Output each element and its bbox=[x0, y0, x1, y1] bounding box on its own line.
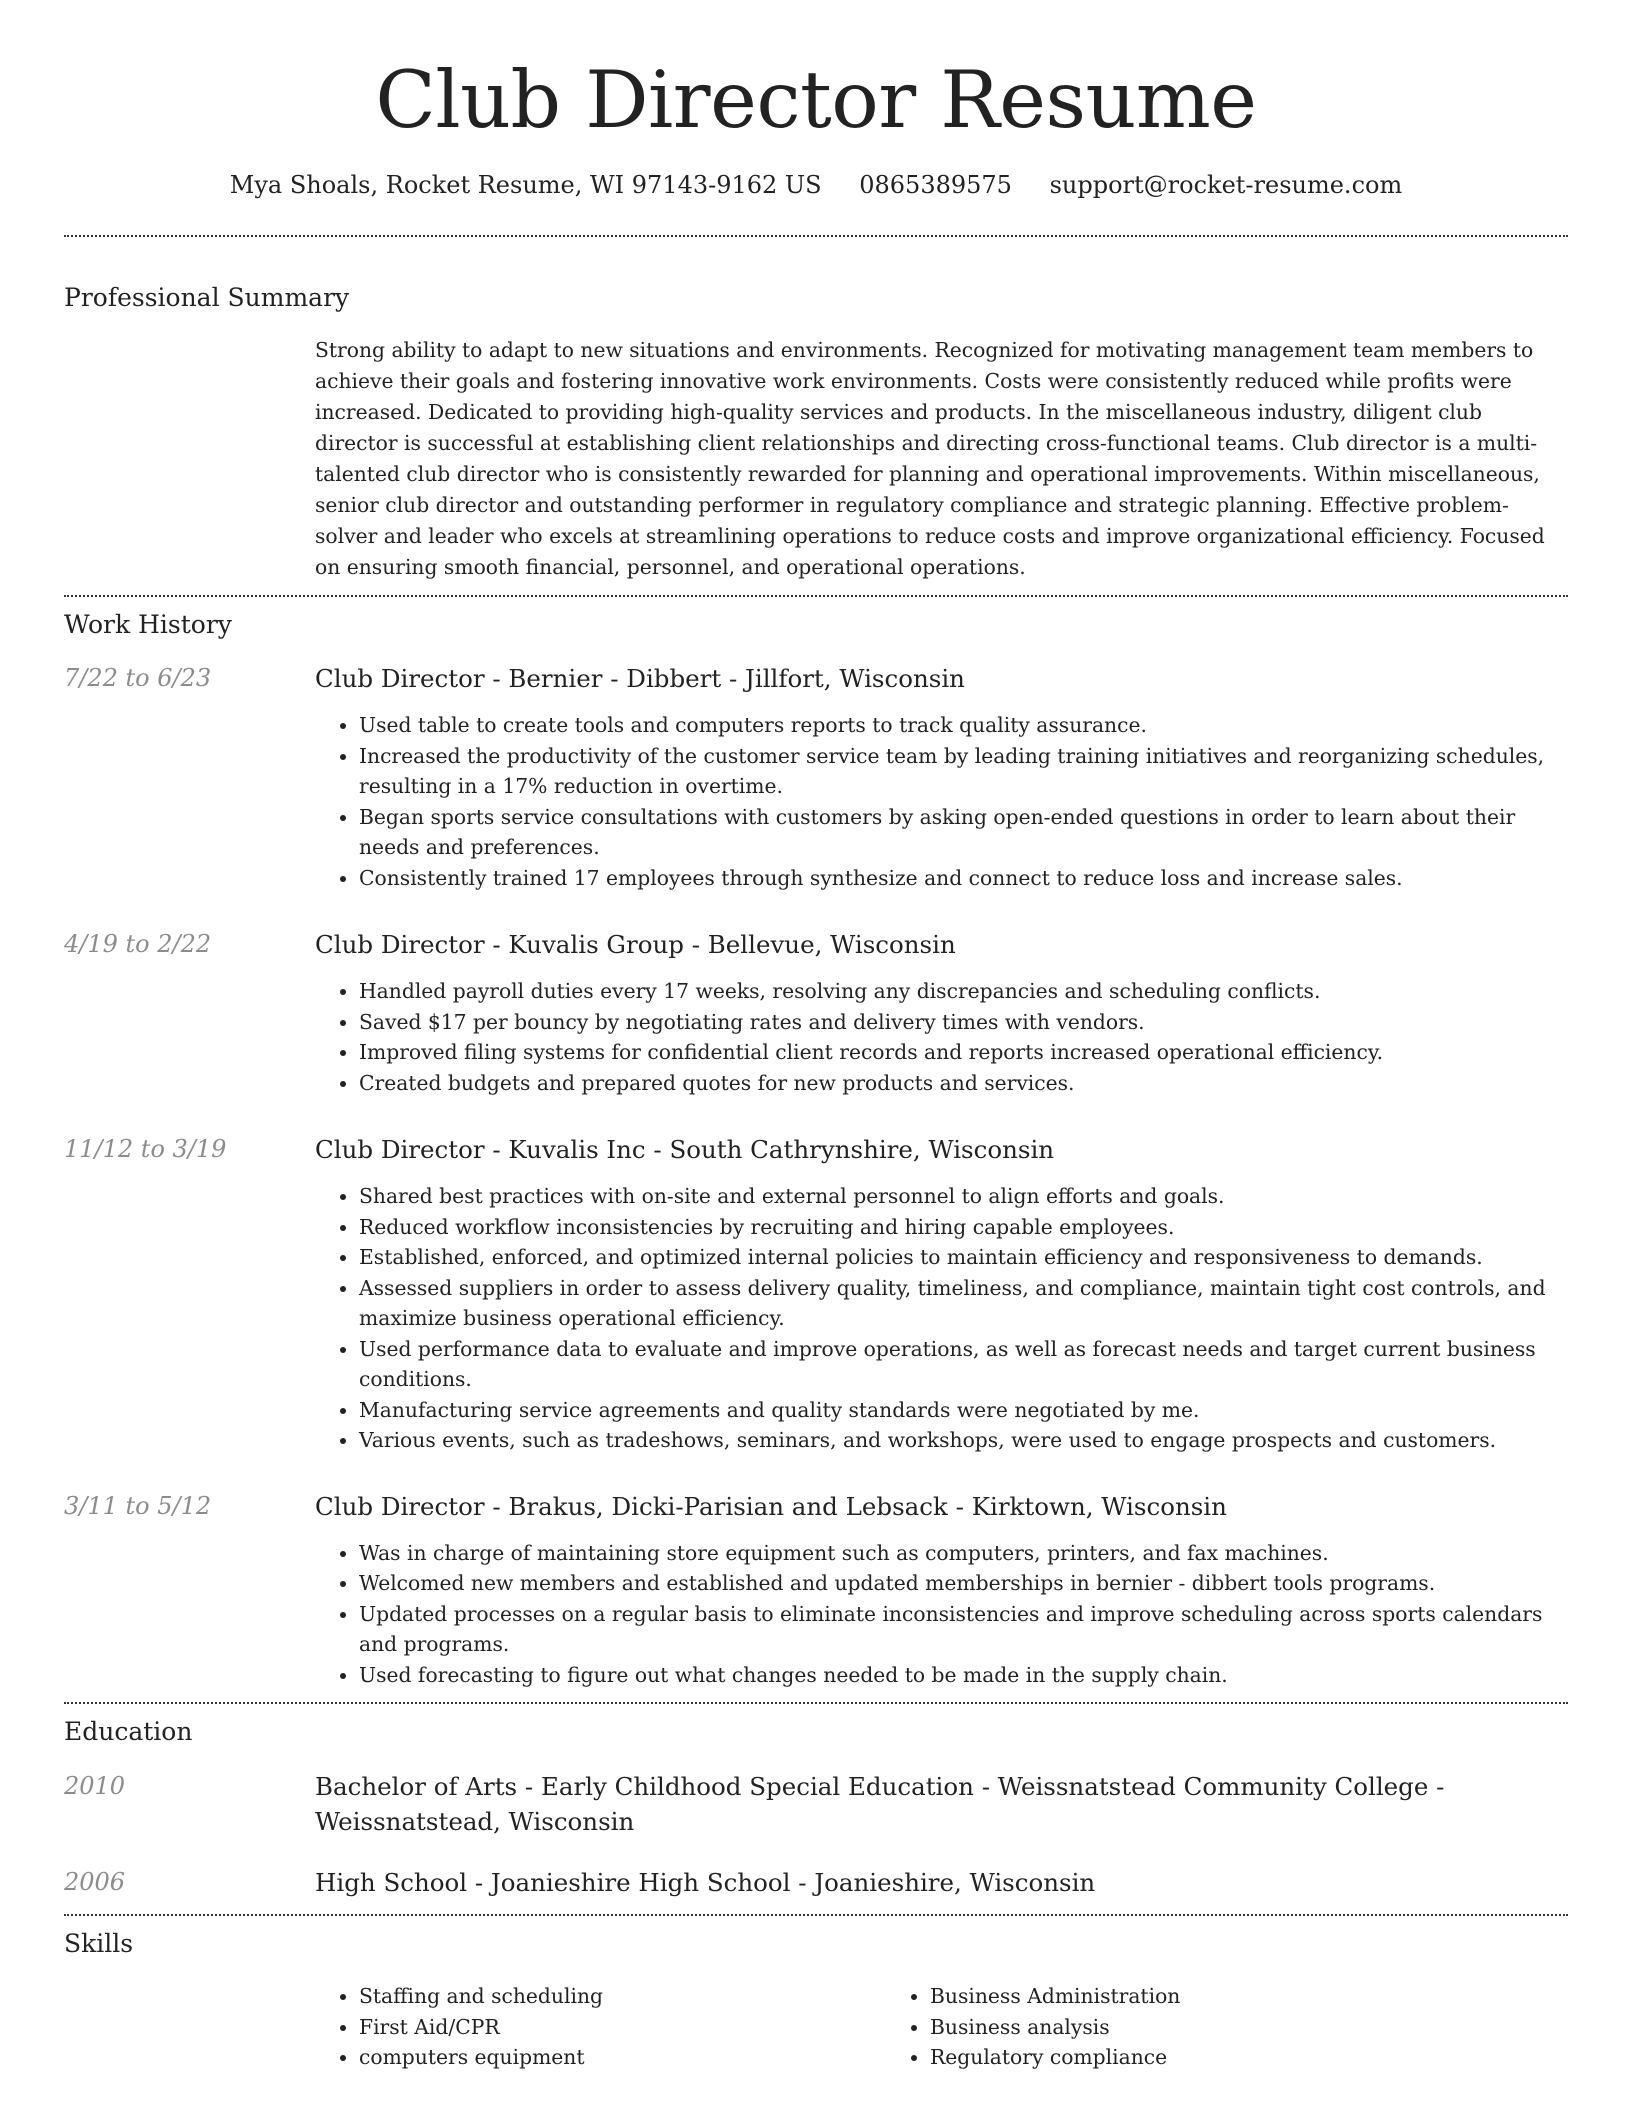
work-entry-dates: 7/22 to 6/23 bbox=[64, 664, 212, 692]
skills-list bbox=[315, 1981, 1568, 2073]
education-year: 2006 bbox=[64, 1868, 126, 1896]
work-entry-bullets bbox=[315, 976, 1568, 1098]
bullet-item: • Used forecasting to figure out what changes needed to be made in the supply chain. bbox=[359, 1660, 1568, 1691]
work-entry-content bbox=[315, 1132, 1568, 1456]
summary-text: Strong ability to adapt to new situations and environments. Recognized for motivating management team members to achieve their goals and fostering innovative work environments. Costs were consistently reduced while profits were increased. Dedicated to providing high-quality services and products. In the miscellaneous industry, diligent club director is successful at establishing client relationships and directing cross-functional teams. Club director is a multi-talented club director who is consistently rewarded for planning and operational improvements. Within miscellaneous, senior club director and outstanding performer in regulatory compliance and strategic planning. Effective problem-solver and leader who excels at streamlining operations to reduce costs and improve organizational efficiency. Focused on ensuring smooth financial, personnel, and operational operations. bbox=[315, 338, 1545, 579]
bullet-item: • Began sports service consultations with customers by asking open-ended questions in order to learn about their needs and preferences. bbox=[359, 802, 1568, 863]
work-entry bbox=[64, 661, 1568, 893]
work-entry bbox=[64, 1132, 1568, 1456]
education-content bbox=[315, 1865, 1568, 1900]
work-entry-heading: Club Director - Kuvalis Group - Bellevue, Wisconsin bbox=[315, 930, 956, 959]
work-entry-content bbox=[315, 927, 1568, 1098]
work-entry-dates: 11/12 to 3/19 bbox=[64, 1135, 227, 1163]
education-heading: High School - Joanieshire High School - Joanieshire, Wisconsin bbox=[315, 1868, 1096, 1897]
skills-column-left bbox=[315, 1981, 886, 2073]
contact-line bbox=[64, 168, 1568, 202]
education-year: 2010 bbox=[64, 1772, 126, 1800]
section-title-education: Education bbox=[64, 1717, 193, 1746]
bullet-item: • Established, enforced, and optimized internal policies to maintain efficiency and responsiveness to demands. bbox=[359, 1242, 1568, 1273]
bullet-item: • Created budgets and prepared quotes for new products and services. bbox=[359, 1068, 1568, 1099]
education-heading: Bachelor of Arts - Early Childhood Special Education - Weissnatstead Community College - Weissnatstead, Wisconsin bbox=[315, 1772, 1445, 1836]
bullet-item: • Increased the productivity of the customer service team by leading training initiatives and reorganizing schedules, resulting in a 17% reduction in overtime. bbox=[359, 741, 1568, 802]
bullet-item: • Updated processes on a regular basis to eliminate inconsistencies and improve scheduling across sports calendars and programs. bbox=[359, 1599, 1568, 1660]
skills-column-right bbox=[886, 1981, 1180, 2073]
bullet-item: • Welcomed new members and established and updated memberships in bernier - dibbert tools programs. bbox=[359, 1568, 1568, 1599]
skill-item: • First Aid/CPR bbox=[359, 2012, 886, 2043]
bullet-item: • Handled payroll duties every 17 weeks, resolving any discrepancies and scheduling conflicts. bbox=[359, 976, 1568, 1007]
section-divider bbox=[64, 1702, 1568, 1704]
bullet-item: • Reduced workflow inconsistencies by recruiting and hiring capable employees. bbox=[359, 1212, 1568, 1243]
contact-email: support@rocket-resume.com bbox=[1049, 171, 1403, 199]
work-entry-heading: Club Director - Brakus, Dicki-Parisian and Lebsack - Kirktown, Wisconsin bbox=[315, 1491, 1227, 1521]
work-entry-bullets bbox=[315, 710, 1568, 893]
bullet-item: • Improved filing systems for confidential client records and reports increased operational efficiency. bbox=[359, 1037, 1568, 1068]
bullet-item: • Manufacturing service agreements and quality standards were negotiated by me. bbox=[359, 1395, 1568, 1426]
skill-item: • Business Administration bbox=[930, 1981, 1180, 2012]
education-entry bbox=[64, 1865, 1568, 1900]
work-entry-dates: 4/19 to 2/22 bbox=[64, 930, 212, 958]
section-divider bbox=[64, 235, 1568, 237]
section-divider bbox=[64, 1914, 1568, 1916]
work-entry bbox=[64, 927, 1568, 1098]
work-entry-heading: Club Director - Kuvalis Inc - South Cathrynshire, Wisconsin bbox=[315, 1135, 1055, 1164]
work-entry-heading: Club Director - Bernier - Dibbert - Jillfort, Wisconsin bbox=[315, 664, 965, 693]
work-entry-bullets bbox=[315, 1538, 1568, 1691]
work-entry-dates: 3/11 to 5/12 bbox=[64, 1491, 212, 1520]
bullet-item: • Consistently trained 17 employees through synthesize and connect to reduce loss and increase sales. bbox=[359, 863, 1568, 894]
section-title-work-history: Work History bbox=[64, 610, 232, 639]
bullet-item: • Assessed suppliers in order to assess delivery quality, timeliness, and compliance, maintain tight cost controls, and maximize business operational efficiency. bbox=[359, 1273, 1568, 1334]
skill-item: • computers equipment bbox=[359, 2042, 886, 2073]
bullet-item: • Saved $17 per bouncy by negotiating rates and delivery times with vendors. bbox=[359, 1007, 1568, 1038]
skill-item: • Staffing and scheduling bbox=[359, 1981, 886, 2012]
skill-item: • Regulatory compliance bbox=[930, 2042, 1180, 2073]
contact-phone: 0865389575 bbox=[859, 171, 1012, 199]
education-content bbox=[315, 1769, 1568, 1839]
education-entry bbox=[64, 1769, 1568, 1839]
bullet-item: • Various events, such as tradeshows, seminars, and workshops, were used to engage prospects and customers. bbox=[359, 1425, 1568, 1456]
section-title-summary: Professional Summary bbox=[64, 283, 350, 312]
work-entry-bullets bbox=[315, 1181, 1568, 1456]
resume-title: Club Director Resume bbox=[375, 54, 1257, 146]
bullet-item: • Shared best practices with on-site and external personnel to align efforts and goals. bbox=[359, 1181, 1568, 1212]
section-divider bbox=[64, 595, 1568, 597]
bullet-item: • Used table to create tools and computers reports to track quality assurance. bbox=[359, 710, 1568, 741]
resume-page bbox=[64, 0, 1568, 2073]
bullet-item: • Was in charge of maintaining store equipment such as computers, printers, and fax machines. bbox=[359, 1538, 1568, 1569]
skill-item: • Business analysis bbox=[930, 2012, 1180, 2043]
bullet-item: • Used performance data to evaluate and improve operations, as well as forecast needs and target current business conditions. bbox=[359, 1334, 1568, 1395]
work-entry-content bbox=[315, 661, 1568, 893]
contact-address: Mya Shoals, Rocket Resume, WI 97143-9162 US bbox=[229, 171, 822, 199]
work-entry-content bbox=[315, 1489, 1568, 1691]
section-title-skills: Skills bbox=[64, 1929, 134, 1958]
work-entry bbox=[64, 1489, 1568, 1691]
